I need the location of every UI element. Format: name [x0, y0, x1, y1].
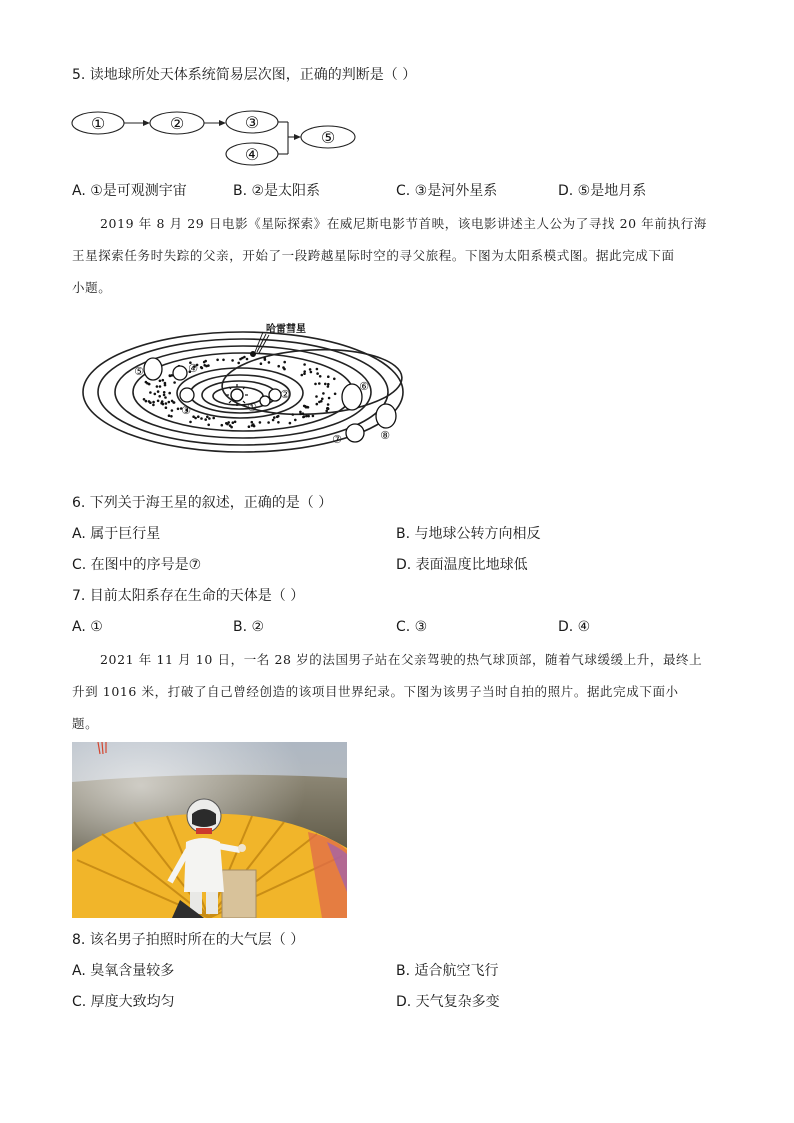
q7-option-c[interactable]: C. ③ [396, 619, 428, 635]
asteroid-dot [328, 397, 331, 400]
asteroid-dot [162, 403, 165, 406]
asteroid-dot [159, 385, 162, 388]
asteroid-dot [305, 406, 308, 409]
planet-3 [180, 388, 194, 402]
asteroid-dot [277, 421, 280, 424]
asteroid-dot [318, 401, 321, 404]
asteroid-dot [161, 400, 164, 403]
planet-label-1: ① [247, 401, 257, 414]
q5-option-c[interactable]: C. ③是河外星系 [396, 183, 498, 199]
diagram-label-5: ⑤ [320, 128, 336, 147]
q5-option-b[interactable]: B. ②是太阳系 [233, 183, 321, 199]
asteroid-dot [156, 385, 159, 388]
asteroid-dot [170, 415, 173, 418]
planet-1 [260, 396, 270, 406]
asteroid-dot [319, 375, 322, 378]
asteroid-dot [277, 415, 280, 418]
asteroid-dot [163, 391, 166, 394]
asteroid-dot [204, 360, 207, 363]
asteroid-dot [309, 368, 312, 371]
passage1-line1: 2019 年 8 月 29 日电影《星际探索》在威尼斯电影节首映，该电影讲述主人公为了寻找 20 年前执行海 [100, 216, 707, 231]
asteroid-dot [194, 417, 197, 420]
asteroid-dot [226, 423, 229, 426]
diagram-label-2: ② [169, 114, 185, 133]
asteroid-dot [302, 412, 305, 415]
asteroid-dot [234, 421, 237, 424]
asteroid-dot [303, 372, 306, 375]
balloon-selfie-photo [72, 742, 347, 918]
asteroid-dot [251, 421, 254, 424]
asteroid-dot [200, 366, 203, 369]
comet-label: 哈雷彗星 [266, 324, 306, 335]
asteroid-dot [326, 407, 329, 410]
asteroid-dot [149, 391, 152, 394]
asteroid-dot [334, 393, 337, 396]
asteroid-dot [273, 416, 276, 419]
asteroid-dot [246, 358, 249, 361]
asteroid-dot [204, 418, 207, 421]
asteroid-dot [208, 417, 211, 420]
planet-5 [144, 358, 162, 380]
asteroid-dot [248, 425, 251, 428]
asteroid-dot [318, 382, 321, 385]
passage2-line2: 升到 1016 米，打破了自己曾经创造的该项目世界纪录。下图为该男子当时自拍的照片。据此完成下面小 [72, 684, 679, 699]
asteroid-dot [322, 392, 325, 395]
passage1-line3: 小题。 [72, 280, 112, 295]
asteroid-dot [327, 375, 330, 378]
planet-7 [346, 424, 364, 442]
q5-option-d[interactable]: D. ⑤是地月系 [558, 183, 647, 199]
q8-option-c[interactable]: C. 厚度大致均匀 [72, 994, 175, 1010]
planet-4 [173, 366, 187, 380]
asteroid-dot [283, 368, 286, 371]
asteroid-dot [294, 419, 297, 422]
asteroid-dot [232, 421, 235, 424]
asteroid-dot [321, 398, 324, 401]
q5-stem: 5. 读地球所处天体系统简易层次图，正确的判断是（ ） [72, 67, 417, 83]
asteroid-dot [252, 423, 255, 426]
asteroid-dot [316, 403, 319, 406]
passage2-line1: 2021 年 11 月 10 日，一名 28 岁的法国男子站在父亲驾驶的热气球顶部，随着气球缓缓上升，最终上 [100, 652, 703, 667]
asteroid-dot [316, 368, 319, 371]
solar-system-diagram [80, 314, 410, 454]
q7-option-b[interactable]: B. ② [233, 619, 265, 635]
asteroid-dot [237, 362, 240, 365]
asteroid-dot [143, 398, 146, 401]
diagram-label-4: ④ [244, 145, 260, 164]
asteroid-dot [200, 417, 203, 420]
asteroid-dot [327, 385, 330, 388]
q7-option-a[interactable]: A. ① [72, 619, 103, 635]
q6-stem: 6. 下列关于海王星的叙述，正确的是（ ） [72, 495, 333, 511]
asteroid-dot [207, 424, 210, 427]
asteroid-dot [260, 362, 263, 365]
asteroid-dot [325, 410, 328, 413]
passage1-line2: 王星探索任务时失踪的父亲，开始了一段跨越星际时空的寻父旅程。下图为太阳系模式图。据此完成下面 [72, 248, 675, 263]
asteroid-dot [172, 401, 175, 404]
asteroid-dot [159, 380, 162, 383]
planet-label-7: ⑦ [332, 433, 342, 446]
asteroid-dot [189, 421, 192, 424]
asteroid-dot [268, 361, 271, 364]
asteroid-dot [299, 413, 302, 416]
asteroid-dot [231, 359, 234, 362]
asteroid-dot [157, 400, 160, 403]
planet-label-2: ② [280, 388, 290, 401]
asteroid-dot [327, 403, 330, 406]
q8-option-d[interactable]: D. 天气复杂多变 [396, 994, 500, 1010]
planet-label-4: ④ [188, 362, 198, 375]
asteroid-dot [212, 417, 215, 420]
asteroid-dot [230, 426, 233, 429]
asteroid-dot [158, 395, 161, 398]
diagram-label-3: ③ [244, 113, 260, 132]
asteroid-dot [316, 372, 319, 375]
asteroid-dot [264, 358, 267, 361]
asteroid-dot [168, 401, 171, 404]
asteroid-dot [283, 361, 286, 364]
q7-option-d[interactable]: D. ④ [558, 619, 591, 635]
planet-label-3: ③ [181, 404, 191, 417]
diagram-label-1: ① [90, 114, 106, 133]
asteroid-dot [221, 424, 224, 427]
asteroid-dot [162, 379, 165, 382]
q6-option-c[interactable]: C. 在图中的序号是⑦ [72, 557, 202, 573]
asteroid-dot [154, 393, 157, 396]
asteroid-dot [169, 374, 172, 377]
hierarchy-diagram [70, 104, 370, 170]
asteroid-dot [152, 404, 155, 407]
asteroid-dot [267, 421, 270, 424]
q5-option-a[interactable]: A. ①是可观测宇宙 [72, 183, 187, 199]
asteroid-dot [216, 359, 219, 362]
asteroid-dot [157, 390, 160, 393]
q8-option-b[interactable]: B. 适合航空飞行 [396, 963, 499, 979]
q6-option-b[interactable]: B. 与地球公转方向相反 [396, 526, 541, 542]
asteroid-dot [173, 381, 176, 384]
asteroid-dot [243, 356, 246, 359]
asteroid-dot [292, 413, 295, 416]
asteroid-dot [165, 402, 168, 405]
asteroid-dot [277, 365, 280, 368]
asteroid-dot [259, 421, 262, 424]
asteroid-dot [203, 364, 206, 367]
asteroid-dot [324, 383, 327, 386]
asteroid-dot [305, 415, 308, 418]
asteroid-dot [222, 359, 225, 362]
asteroid-dot [333, 378, 336, 381]
asteroid-dot [315, 395, 318, 398]
asteroid-dot [301, 374, 304, 377]
asteroid-dot [152, 401, 155, 404]
asteroid-dot [165, 406, 168, 409]
asteroid-dot [312, 415, 315, 418]
asteroid-dot [289, 422, 292, 425]
asteroid-dot [145, 400, 148, 403]
planet-label-6: ⑥ [359, 380, 369, 393]
asteroid-dot [303, 415, 306, 418]
asteroid-dot [168, 414, 171, 417]
asteroid-dot [303, 370, 306, 373]
planet-8 [376, 404, 396, 428]
asteroid-dot [327, 383, 330, 386]
asteroid-dot [207, 364, 210, 367]
asteroid-dot [272, 419, 275, 422]
asteroid-dot [177, 408, 180, 411]
q6-option-a[interactable]: A. 属于巨行星 [72, 526, 161, 542]
q6-option-d[interactable]: D. 表面温度比地球低 [396, 557, 528, 573]
passage2-line3: 题。 [72, 716, 99, 731]
q7-stem: 7. 目前太阳系存在生命的天体是（ ） [72, 588, 305, 604]
asteroid-dot [310, 371, 313, 374]
asteroid-dot [163, 394, 166, 397]
planet-label-5: ⑤ [134, 365, 144, 378]
asteroid-dot [149, 401, 152, 404]
asteroid-dot [164, 396, 167, 399]
asteroid-dot [197, 415, 200, 418]
asteroid-dot [168, 392, 171, 395]
q8-stem: 8. 该名男子拍照时所在的大气层（ ） [72, 932, 305, 948]
planet-label-8: ⑧ [380, 429, 390, 442]
asteroid-dot [314, 383, 317, 386]
asteroid-dot [171, 409, 174, 412]
asteroid-dot [206, 416, 209, 419]
asteroid-dot [303, 363, 306, 366]
asteroid-dot [145, 381, 148, 384]
asteroid-dot [164, 384, 167, 387]
q8-option-a[interactable]: A. 臭氧含量较多 [72, 963, 175, 979]
